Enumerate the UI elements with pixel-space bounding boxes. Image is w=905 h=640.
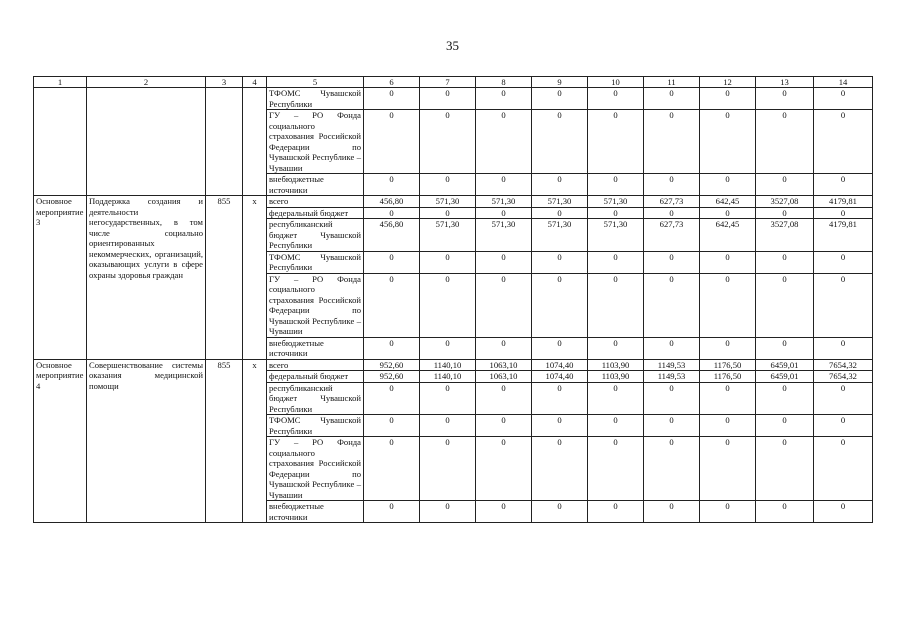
amount-cell: 0 — [644, 501, 700, 523]
amount-cell: 0 — [476, 207, 532, 219]
activity-number: Основное мероприятие 4 — [34, 359, 87, 523]
amount-cell: 0 — [364, 207, 420, 219]
amount-cell: 0 — [364, 174, 420, 196]
amount-cell: 0 — [364, 501, 420, 523]
amount-cell: 1063,10 — [476, 359, 532, 371]
amount-cell: 642,45 — [700, 219, 756, 252]
amount-cell: 571,30 — [588, 219, 644, 252]
funding-source: ТФОМС Чувашской Республики — [267, 251, 364, 273]
column-header: 4 — [243, 77, 267, 88]
activity-number: Основное мероприятие 3 — [34, 196, 87, 360]
amount-cell: 0 — [364, 110, 420, 174]
amount-cell: 0 — [364, 251, 420, 273]
amount-cell: 0 — [420, 501, 476, 523]
amount-cell: 3527,08 — [756, 219, 814, 252]
amount-cell: 0 — [476, 88, 532, 110]
amount-cell: 0 — [420, 110, 476, 174]
amount-cell: 0 — [532, 251, 588, 273]
amount-cell: 0 — [420, 337, 476, 359]
amount-cell: 0 — [364, 337, 420, 359]
column-header: 9 — [532, 77, 588, 88]
amount-cell: 571,30 — [476, 196, 532, 208]
amount-cell: 642,45 — [700, 196, 756, 208]
amount-cell: 0 — [532, 415, 588, 437]
funding-source: ТФОМС Чувашской Республики — [267, 415, 364, 437]
amount-cell: 0 — [420, 207, 476, 219]
table-row — [34, 196, 873, 208]
amount-cell: 0 — [588, 207, 644, 219]
funding-source: всего — [267, 359, 364, 371]
amount-cell: 0 — [756, 437, 814, 501]
amount-cell: 0 — [476, 251, 532, 273]
amount-cell: 0 — [532, 437, 588, 501]
amount-cell: 1176,50 — [700, 359, 756, 371]
amount-cell: 7654,32 — [814, 359, 873, 371]
column-header: 3 — [206, 77, 243, 88]
amount-cell: 571,30 — [476, 219, 532, 252]
funding-source: ГУ – РО Фонда социального страхования Российской Федерации по Чувашской Республике – Чувашии — [267, 110, 364, 174]
amount-cell: 0 — [644, 437, 700, 501]
amount-cell: 0 — [532, 273, 588, 337]
amount-cell: 0 — [532, 207, 588, 219]
column-header: 8 — [476, 77, 532, 88]
column-header: 11 — [644, 77, 700, 88]
amount-cell: 0 — [756, 415, 814, 437]
amount-cell: 0 — [700, 207, 756, 219]
amount-cell: 0 — [420, 415, 476, 437]
amount-cell: 0 — [814, 415, 873, 437]
amount-cell: 1149,53 — [644, 371, 700, 383]
amount-cell: 0 — [700, 415, 756, 437]
amount-cell: 0 — [814, 110, 873, 174]
amount-cell: 0 — [644, 251, 700, 273]
amount-cell: 0 — [476, 110, 532, 174]
table-row — [34, 88, 873, 110]
amount-cell: 0 — [476, 337, 532, 359]
amount-cell: 0 — [756, 337, 814, 359]
amount-cell: 0 — [644, 88, 700, 110]
amount-cell: 1103,90 — [588, 371, 644, 383]
amount-cell: 0 — [756, 88, 814, 110]
table-row — [34, 359, 873, 371]
amount-cell: 952,60 — [364, 371, 420, 383]
amount-cell: 0 — [476, 382, 532, 415]
amount-cell: 0 — [364, 437, 420, 501]
funding-source: ГУ – РО Фонда социального страхования Российской Федерации по Чувашской Республике – Чувашии — [267, 437, 364, 501]
funding-source: внебюджетные источники — [267, 337, 364, 359]
amount-cell: 571,30 — [532, 219, 588, 252]
amount-cell: 1149,53 — [644, 359, 700, 371]
amount-cell: 0 — [588, 273, 644, 337]
amount-cell: 0 — [364, 273, 420, 337]
activity-description: Поддержка создания и деятельности негосударственных, в том числе социально ориентированных некоммерческих, организаций, оказывающих услуги в сфере охраны здоровья граждан — [87, 196, 206, 360]
amount-cell: 0 — [814, 251, 873, 273]
amount-cell: 0 — [588, 382, 644, 415]
funding-source: ТФОМС Чувашской Республики — [267, 88, 364, 110]
amount-cell: 0 — [756, 251, 814, 273]
budget-code: 855 — [206, 359, 243, 523]
amount-cell: 571,30 — [420, 196, 476, 208]
amount-cell: 0 — [644, 337, 700, 359]
amount-cell: 0 — [588, 437, 644, 501]
amount-cell: 627,73 — [644, 219, 700, 252]
amount-cell: 0 — [756, 174, 814, 196]
amount-cell: 0 — [756, 273, 814, 337]
amount-cell: 0 — [420, 382, 476, 415]
amount-cell: 0 — [644, 174, 700, 196]
amount-cell: 0 — [532, 337, 588, 359]
amount-cell: 456,80 — [364, 196, 420, 208]
amount-cell: 0 — [700, 110, 756, 174]
amount-cell: 0 — [420, 437, 476, 501]
amount-cell: 0 — [814, 382, 873, 415]
amount-cell: 1176,50 — [700, 371, 756, 383]
amount-cell: 0 — [700, 273, 756, 337]
amount-cell: 0 — [644, 382, 700, 415]
amount-cell: 0 — [476, 415, 532, 437]
funding-source: республиканский бюджет Чувашской Республики — [267, 219, 364, 252]
amount-cell: 0 — [756, 382, 814, 415]
funding-source: федеральный бюджет — [267, 207, 364, 219]
column-header: 2 — [87, 77, 206, 88]
column-header: 7 — [420, 77, 476, 88]
amount-cell: 3527,08 — [756, 196, 814, 208]
amount-cell: 1103,90 — [588, 359, 644, 371]
funding-table — [33, 76, 873, 523]
amount-cell: 6459,01 — [756, 359, 814, 371]
amount-cell: 571,30 — [420, 219, 476, 252]
amount-cell: 0 — [364, 382, 420, 415]
amount-cell: 0 — [532, 174, 588, 196]
amount-cell: 0 — [700, 251, 756, 273]
amount-cell: 0 — [532, 501, 588, 523]
column-header: 14 — [814, 77, 873, 88]
activity-description: Совершенствование системы оказания медицинской помощи — [87, 359, 206, 523]
column-header: 13 — [756, 77, 814, 88]
amount-cell: 0 — [756, 501, 814, 523]
amount-cell: 0 — [814, 501, 873, 523]
amount-cell: 571,30 — [588, 196, 644, 208]
amount-cell: 0 — [420, 174, 476, 196]
amount-cell: 0 — [814, 88, 873, 110]
amount-cell: 6459,01 — [756, 371, 814, 383]
amount-cell: 0 — [364, 88, 420, 110]
amount-cell: 952,60 — [364, 359, 420, 371]
amount-cell: 0 — [588, 251, 644, 273]
amount-cell: 0 — [644, 110, 700, 174]
table-body — [34, 77, 873, 523]
amount-cell: 0 — [814, 437, 873, 501]
amount-cell: 0 — [588, 501, 644, 523]
section-code: х — [243, 359, 267, 523]
funding-source: республиканский бюджет Чувашской Республики — [267, 382, 364, 415]
funding-source: всего — [267, 196, 364, 208]
column-header: 10 — [588, 77, 644, 88]
amount-cell: 4179,81 — [814, 219, 873, 252]
amount-cell: 0 — [476, 501, 532, 523]
amount-cell: 1140,10 — [420, 359, 476, 371]
amount-cell: 0 — [700, 501, 756, 523]
section-code: х — [243, 196, 267, 360]
amount-cell: 0 — [420, 273, 476, 337]
budget-code: 855 — [206, 196, 243, 360]
amount-cell: 0 — [532, 88, 588, 110]
amount-cell: 571,30 — [532, 196, 588, 208]
amount-cell: 7654,32 — [814, 371, 873, 383]
amount-cell: 0 — [814, 174, 873, 196]
amount-cell: 0 — [700, 174, 756, 196]
amount-cell: 0 — [420, 88, 476, 110]
amount-cell: 456,80 — [364, 219, 420, 252]
amount-cell: 0 — [700, 337, 756, 359]
amount-cell: 0 — [644, 415, 700, 437]
amount-cell: 1140,10 — [420, 371, 476, 383]
page-number: 35 — [446, 38, 459, 53]
empty-cell — [206, 88, 243, 196]
column-header: 6 — [364, 77, 420, 88]
amount-cell: 0 — [364, 415, 420, 437]
amount-cell: 0 — [756, 110, 814, 174]
amount-cell: 0 — [700, 88, 756, 110]
amount-cell: 0 — [588, 88, 644, 110]
amount-cell: 1074,40 — [532, 359, 588, 371]
amount-cell: 1063,10 — [476, 371, 532, 383]
amount-cell: 0 — [420, 251, 476, 273]
amount-cell: 0 — [476, 273, 532, 337]
amount-cell: 0 — [476, 437, 532, 501]
empty-cell — [243, 88, 267, 196]
amount-cell: 0 — [814, 337, 873, 359]
amount-cell: 0 — [532, 110, 588, 174]
header-row — [34, 77, 873, 88]
amount-cell: 0 — [476, 174, 532, 196]
funding-source: внебюджетные источники — [267, 174, 364, 196]
amount-cell: 0 — [588, 174, 644, 196]
amount-cell: 0 — [588, 337, 644, 359]
funding-source: федеральный бюджет — [267, 371, 364, 383]
amount-cell: 0 — [532, 382, 588, 415]
amount-cell: 4179,81 — [814, 196, 873, 208]
column-header: 5 — [267, 77, 364, 88]
amount-cell: 1074,40 — [532, 371, 588, 383]
amount-cell: 0 — [588, 415, 644, 437]
amount-cell: 0 — [814, 207, 873, 219]
empty-cell — [34, 88, 87, 196]
amount-cell: 0 — [756, 207, 814, 219]
amount-cell: 627,73 — [644, 196, 700, 208]
column-header: 1 — [34, 77, 87, 88]
amount-cell: 0 — [700, 437, 756, 501]
empty-cell — [87, 88, 206, 196]
amount-cell: 0 — [644, 273, 700, 337]
amount-cell: 0 — [588, 110, 644, 174]
amount-cell: 0 — [814, 273, 873, 337]
amount-cell: 0 — [700, 382, 756, 415]
funding-source: внебюджетные источники — [267, 501, 364, 523]
column-header: 12 — [700, 77, 756, 88]
funding-source: ГУ – РО Фонда социального страхования Российской Федерации по Чувашской Республике – Чувашии — [267, 273, 364, 337]
amount-cell: 0 — [644, 207, 700, 219]
